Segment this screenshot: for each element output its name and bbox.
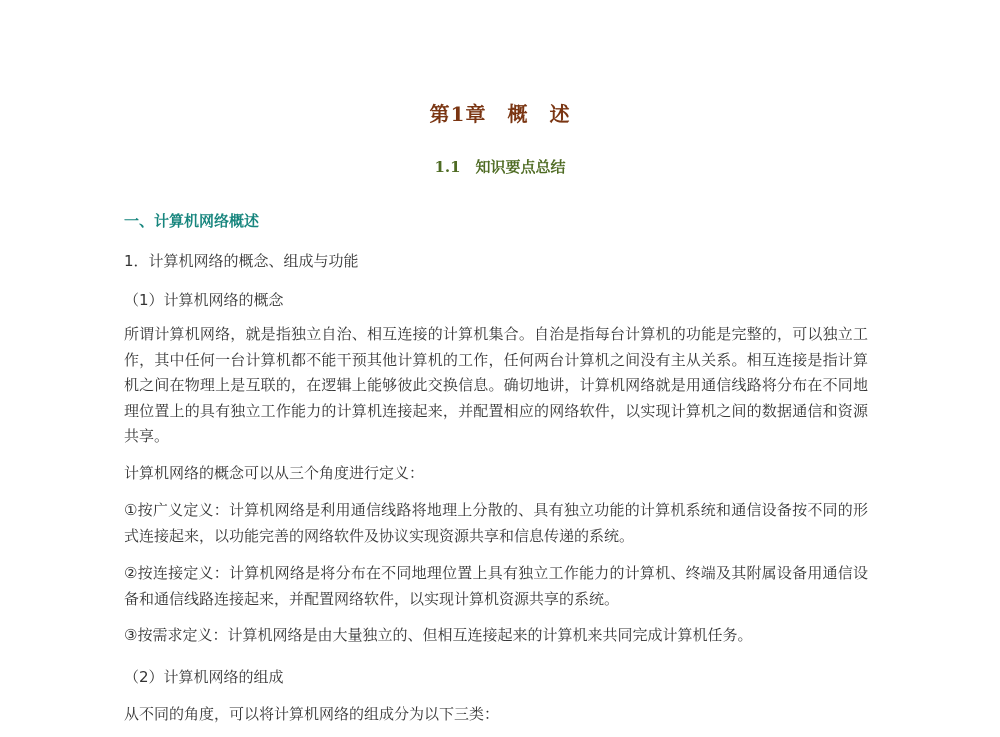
subheading-network-concept: （1）计算机网络的概念	[124, 291, 284, 309]
paragraph-broad-definition: ①按广义定义：计算机网络是利用通信线路将地理上分散的、具有独立功能的计算机系统和通信设备按不同的形式连接起来，以功能完善的网络软件及协议实现资源共享和信息传递的系统。	[124, 501, 868, 545]
paragraph-demand-definition: ③按需求定义：计算机网络是由大量独立的、但相互连接起来的计算机来共同完成计算机任务。	[124, 626, 753, 644]
paragraph-composition-intro: 从不同的角度，可以将计算机网络的组成分为以下三类：	[124, 705, 500, 723]
paragraph-three-angles: 计算机网络的概念可以从三个角度进行定义：	[124, 464, 425, 482]
subheading-network-composition: （2）计算机网络的组成	[124, 668, 284, 686]
heading-level-1: 一、计算机网络概述	[124, 212, 260, 230]
chapter-title: 第1章 概 述	[429, 102, 571, 126]
paragraph-connection-definition: ②按连接定义：计算机网络是将分布在不同地理位置上具有独立工作能力的计算机、终端及其附属设备用通信设备和通信线路连接起来，并配置网络软件，以实现计算机资源共享的系统。	[124, 564, 868, 608]
section-title: 1.1 知识要点总结	[434, 158, 566, 176]
subheading-concept-composition-function: 1．计算机网络的概念、组成与功能	[124, 252, 359, 270]
paragraph-definition: 所谓计算机网络，就是指独立自治、相互连接的计算机集合。自治是指每台计算机的功能是完整的，可以独立工作，其中任何一台计算机都不能干预其他计算机的工作，任何两台计算机之间没有主从关系。相互连接是指计算机之间在物理上是互联的，在逻辑上能够彼此交换信息。确切地讲，计算机网络就是用通信线路将分布在不同地理位置上的具有独立工作能力的计算机连接起来，并配置相应的网络软件，以实现计算机之间的数据通信和资源共享。	[124, 325, 868, 445]
